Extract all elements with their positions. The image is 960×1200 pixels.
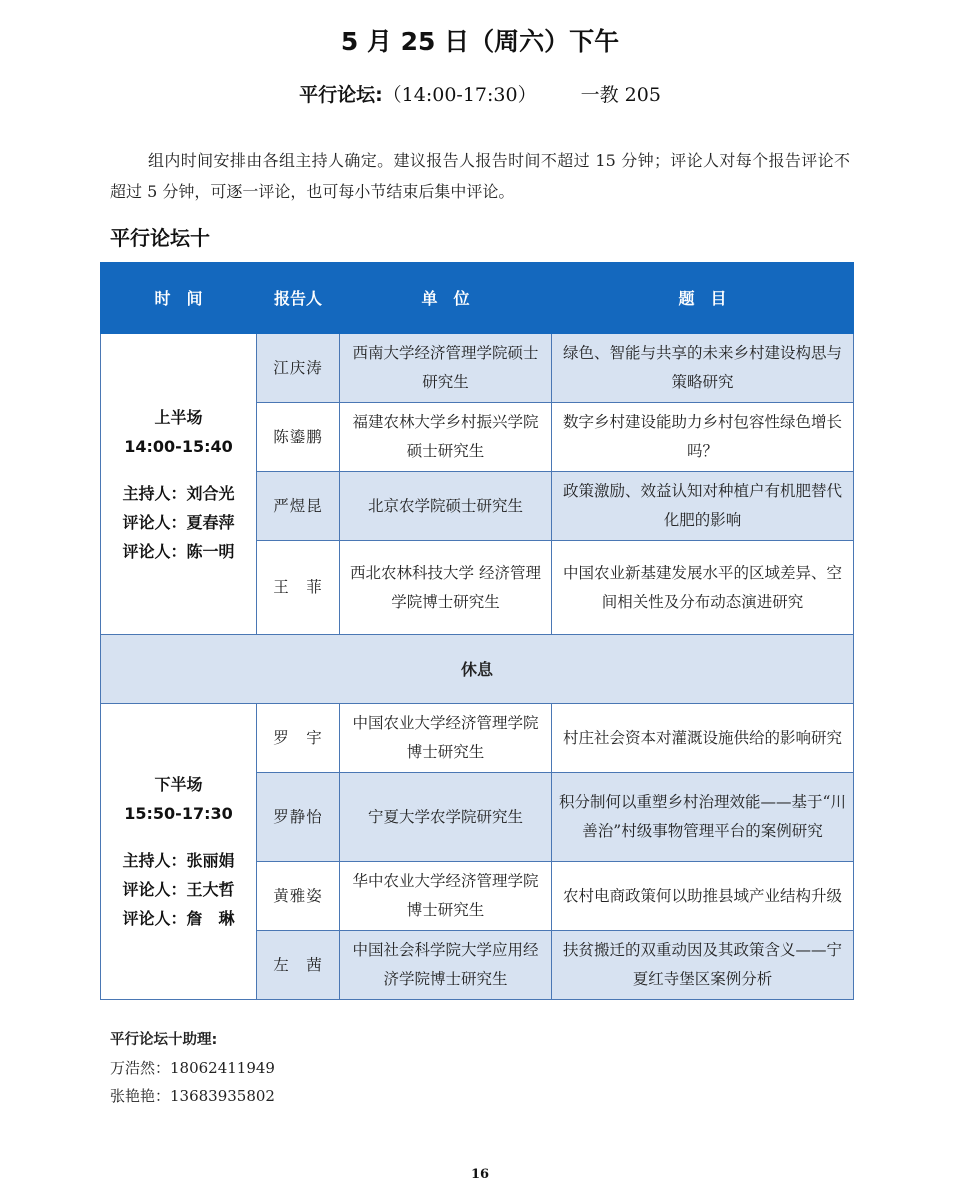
- forum-label: 平行论坛:: [299, 84, 383, 106]
- forum-title: 平行论坛十: [110, 226, 210, 250]
- unit-cell: 华中农业大学经济管理学院博士研究生: [340, 862, 552, 931]
- topic-cell: 政策激励、效益认知对种植户有机肥替代化肥的影响: [552, 472, 854, 541]
- session1-commentator-2: 评论人：陈一明: [122, 541, 235, 561]
- topic-cell: 积分制何以重塑乡村治理效能——基于“川善治”村级事物管理平台的案例研究: [552, 773, 854, 862]
- session1-cell: [101, 334, 257, 635]
- session1-time: 14:00-15:40: [124, 436, 233, 456]
- speaker-cell: 江庆涛: [257, 334, 340, 403]
- speaker-cell: 黄雅姿: [257, 862, 340, 931]
- speaker-cell: 陈鎏鹏: [257, 403, 340, 472]
- forum-time: （14:00-17:30）: [382, 84, 537, 106]
- speaker-cell: 罗 宇: [257, 704, 340, 773]
- topic-cell: 数字乡村建设能助力乡村包容性绿色增长吗？: [552, 403, 854, 472]
- topic-cell: 农村电商政策何以助推县域产业结构升级: [552, 862, 854, 931]
- speaker-cell: 左 茜: [257, 931, 340, 1000]
- topic-cell: 绿色、智能与共享的未来乡村建设构思与策略研究: [552, 334, 854, 403]
- forum-schedule-line: [0, 80, 960, 107]
- unit-cell: 中国农业大学经济管理学院博士研究生: [340, 704, 552, 773]
- session2-host: 主持人：张丽娟: [122, 851, 235, 870]
- header-speaker: 报告人: [257, 263, 340, 334]
- schedule-table: [100, 262, 854, 1000]
- topic-cell: 中国农业新基建发展水平的区域差异、空间相关性及分布动态演进研究: [552, 541, 854, 635]
- assistant-contact: 万浩然：18062411949: [110, 1059, 275, 1077]
- session1-commentator-1: 评论人：夏春萍: [122, 512, 235, 532]
- intro-text: 组内时间安排由各组主持人确定。建议报告人报告时间不超过 15 分钟；评论人对每个报告评论不超过 5 分钟，可逐一评论，也可每小节结束后集中评论。: [110, 151, 850, 201]
- header-unit: 单 位: [340, 263, 552, 334]
- unit-cell: 中国社会科学院大学应用经济学院博士研究生: [340, 931, 552, 1000]
- session2-cell: [101, 704, 257, 1000]
- session2-name: 下半场: [154, 775, 203, 794]
- topic-cell: 村庄社会资本对灌溉设施供给的影响研究: [552, 704, 854, 773]
- session1-host: 主持人：刘合光: [122, 483, 235, 503]
- table-row: [101, 704, 854, 773]
- break-label: 休息: [101, 635, 854, 704]
- session1-name: 上半场: [154, 407, 203, 427]
- unit-cell: 宁夏大学农学院研究生: [340, 773, 552, 862]
- topic-cell: 扶贫搬迁的双重动因及其政策含义——宁夏红寺堡区案例分析: [552, 931, 854, 1000]
- page-number: 16: [470, 1167, 490, 1182]
- unit-cell: 北京农学院硕士研究生: [340, 472, 552, 541]
- unit-cell: 福建农林大学乡村振兴学院硕士研究生: [340, 403, 552, 472]
- unit-cell: 西南大学经济管理学院硕士研究生: [340, 334, 552, 403]
- table-header-row: [101, 263, 854, 334]
- speaker-cell: 罗静怡: [257, 773, 340, 862]
- header-time: 时 间: [101, 263, 257, 334]
- speaker-cell: 王 菲: [257, 541, 340, 635]
- forum-room: 一教 205: [580, 84, 661, 106]
- session2-time: 15:50-17:30: [124, 804, 233, 823]
- unit-cell: 西北农林科技大学 经济管理学院博士研究生: [340, 541, 552, 635]
- assistant-contact: 张艳艳：13683935802: [110, 1087, 275, 1105]
- table-row: [101, 334, 854, 403]
- session2-commentator-2: 评论人：詹 琳: [122, 909, 235, 928]
- assistants-heading: 平行论坛十助理:: [110, 1032, 218, 1048]
- header-topic: 题 目: [552, 263, 854, 334]
- session2-commentator-1: 评论人：王大哲: [122, 880, 235, 899]
- intro-paragraph: [110, 145, 850, 207]
- break-row: [101, 635, 854, 704]
- assistants-block: [110, 1026, 275, 1110]
- page-title: 5 月 25 日（周六）下午: [340, 27, 620, 56]
- speaker-cell: 严煜昆: [257, 472, 340, 541]
